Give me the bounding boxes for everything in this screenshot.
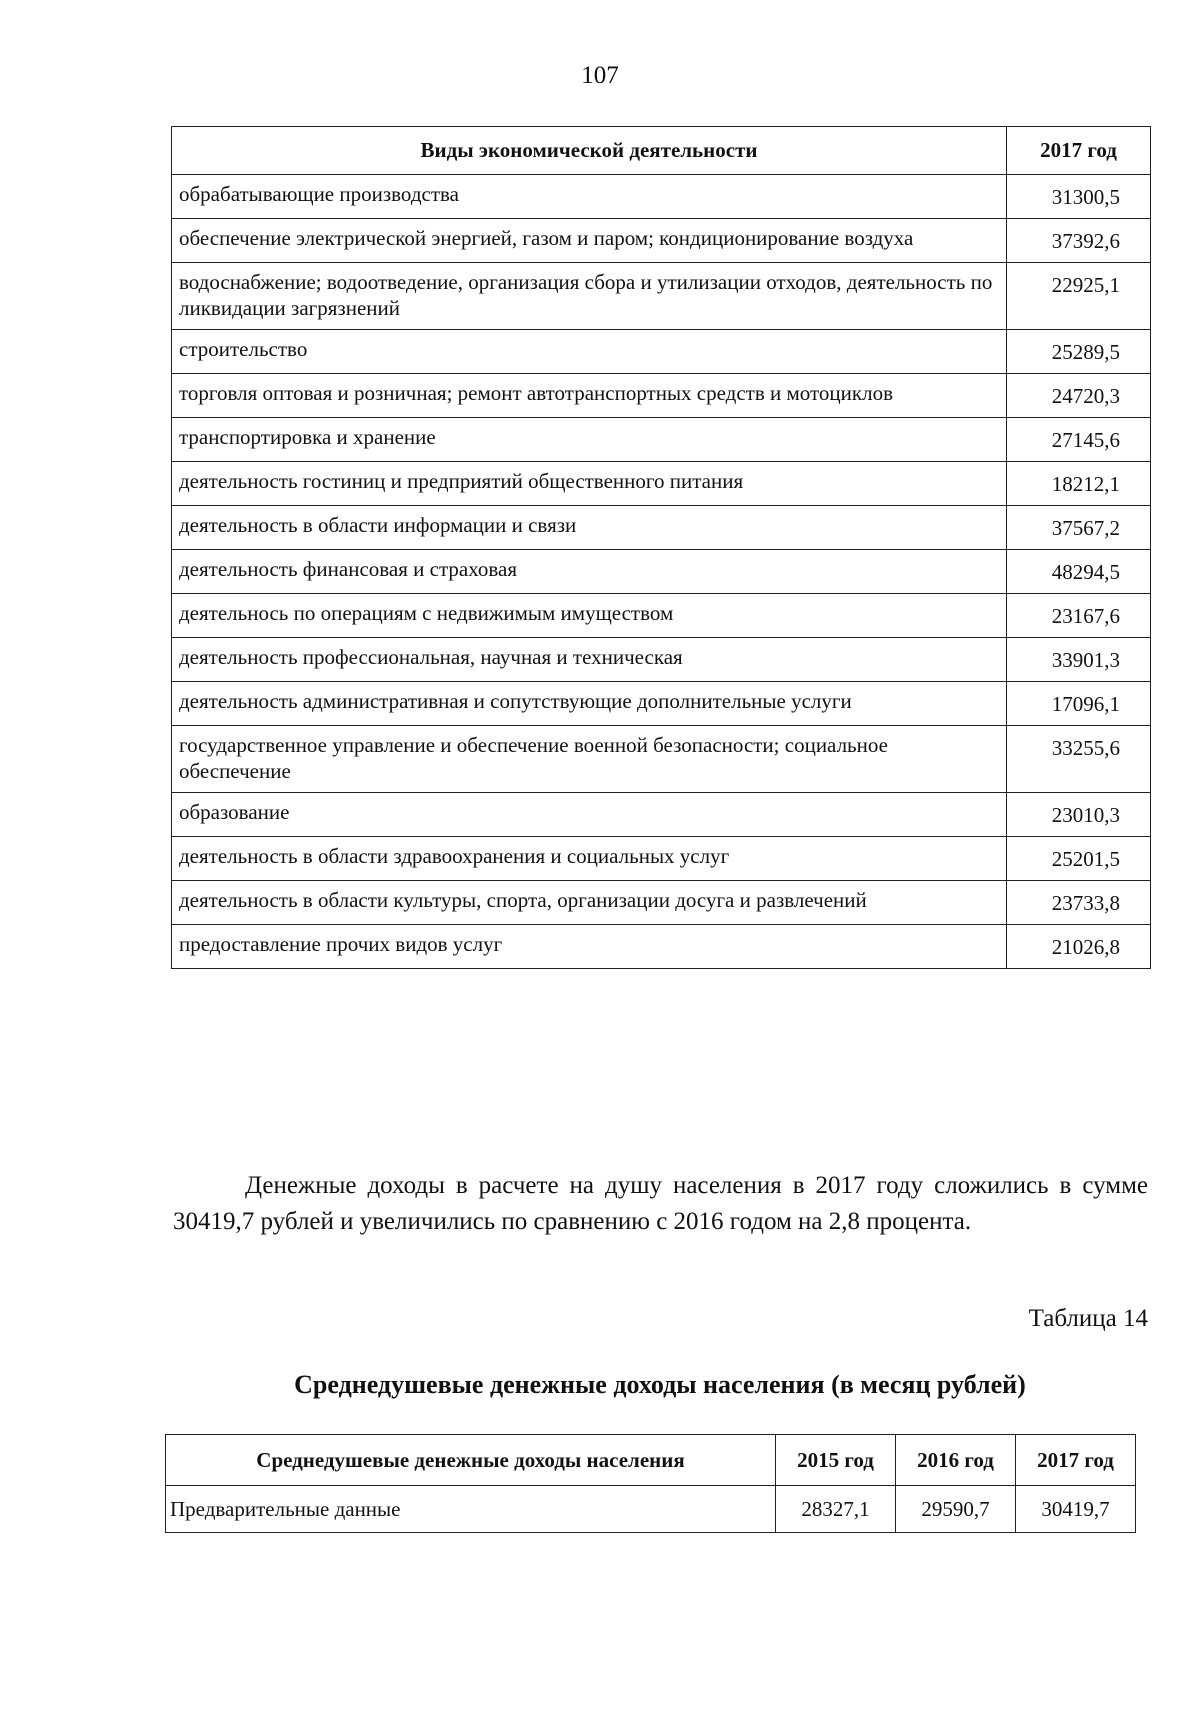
activity-cell: деятельность профессиональная, научная и техническая <box>172 638 1007 682</box>
activity-cell: государственное управление и обеспечение военной безопасности; социальное обеспечение <box>172 726 1007 793</box>
value-cell: 17096,1 <box>1007 682 1151 726</box>
table-row <box>172 219 1151 263</box>
value-cell: 23010,3 <box>1007 793 1151 837</box>
activity-income-table <box>171 126 1151 969</box>
activity-cell: деятельность финансовая и страховая <box>172 550 1007 594</box>
value-cell: 27145,6 <box>1007 418 1151 462</box>
table-header-row <box>172 127 1151 175</box>
header-year-2015: 2015 год <box>776 1435 896 1486</box>
table-label: Таблица 14 <box>1028 1305 1148 1332</box>
value-cell: 25289,5 <box>1007 330 1151 374</box>
activity-cell: обрабатывающие производства <box>172 175 1007 219</box>
table-row <box>172 594 1151 638</box>
table-header-row <box>166 1435 1136 1486</box>
table-row <box>172 682 1151 726</box>
row-label: Предварительные данные <box>166 1486 776 1533</box>
activity-cell: торговля оптовая и розничная; ремонт автотранспортных средств и мотоциклов <box>172 374 1007 418</box>
value-cell: 37392,6 <box>1007 219 1151 263</box>
table-row <box>172 462 1151 506</box>
activity-cell: деятельность гостиниц и предприятий общественного питания <box>172 462 1007 506</box>
activity-cell: деятельность в области информации и связи <box>172 506 1007 550</box>
activity-cell: предоставление прочих видов услуг <box>172 925 1007 969</box>
value-cell: 23733,8 <box>1007 881 1151 925</box>
table-row <box>172 263 1151 330</box>
header-activity: Виды экономической деятельности <box>172 127 1007 175</box>
value-cell: 21026,8 <box>1007 925 1151 969</box>
header-year-2017: 2017 год <box>1016 1435 1136 1486</box>
activity-cell: водоснабжение; водоотведение, организация сбора и утилизации отходов, деятельность по ликвидации загрязнений <box>172 263 1007 330</box>
header-income: Среднедушевые денежные доходы населения <box>166 1435 776 1486</box>
table-row <box>172 374 1151 418</box>
table-row <box>172 638 1151 682</box>
value-cell: 48294,5 <box>1007 550 1151 594</box>
activity-cell: деятельность в области культуры, спорта, организации досуга и развлечений <box>172 881 1007 925</box>
table-row <box>172 506 1151 550</box>
table-row <box>172 330 1151 374</box>
value-2016: 29590,7 <box>896 1486 1016 1533</box>
table-title: Среднедушевые денежные доходы населения (в месяц рублей) <box>294 1370 1026 1399</box>
value-cell: 33901,3 <box>1007 638 1151 682</box>
table-row <box>172 925 1151 969</box>
page-number: 107 <box>581 62 619 89</box>
per-capita-income-table <box>165 1434 1136 1533</box>
table-row <box>172 550 1151 594</box>
value-cell: 18212,1 <box>1007 462 1151 506</box>
header-year-2017: 2017 год <box>1007 127 1151 175</box>
table-row <box>172 175 1151 219</box>
activity-cell: образование <box>172 793 1007 837</box>
table-row <box>172 418 1151 462</box>
value-cell: 22925,1 <box>1007 263 1151 330</box>
value-cell: 25201,5 <box>1007 837 1151 881</box>
table-row <box>166 1486 1136 1533</box>
table-row <box>172 881 1151 925</box>
income-paragraph-text: Денежные доходы в расчете на душу населения в 2017 году сложились в сумме 30419,7 рублей и увеличились по сравнению с 2016 годом на 2,8 процента. <box>173 1172 1148 1235</box>
table-row <box>172 726 1151 793</box>
activity-cell: деятельнось по операциям с недвижимым имуществом <box>172 594 1007 638</box>
value-2015: 28327,1 <box>776 1486 896 1533</box>
value-2017: 30419,7 <box>1016 1486 1136 1533</box>
header-year-2016: 2016 год <box>896 1435 1016 1486</box>
value-cell: 33255,6 <box>1007 726 1151 793</box>
table-row <box>172 793 1151 837</box>
value-cell: 31300,5 <box>1007 175 1151 219</box>
activity-cell: транспортировка и хранение <box>172 418 1007 462</box>
table-row <box>172 837 1151 881</box>
income-paragraph <box>173 1168 1148 1240</box>
value-cell: 24720,3 <box>1007 374 1151 418</box>
activity-cell: обеспечение электрической энергией, газом и паром; кондиционирование воздуха <box>172 219 1007 263</box>
activity-cell: деятельность административная и сопутствующие дополнительные услуги <box>172 682 1007 726</box>
activity-cell: деятельность в области здравоохранения и социальных услуг <box>172 837 1007 881</box>
value-cell: 23167,6 <box>1007 594 1151 638</box>
activity-cell: строительство <box>172 330 1007 374</box>
value-cell: 37567,2 <box>1007 506 1151 550</box>
